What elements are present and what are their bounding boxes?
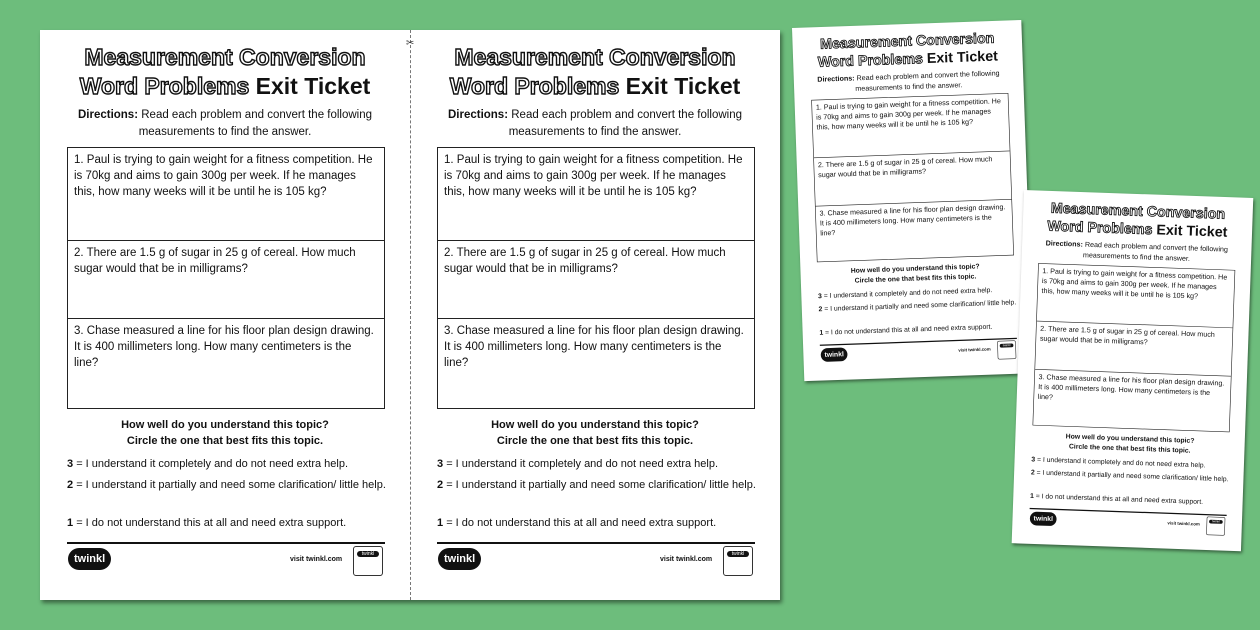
worksheet-preview-back	[792, 20, 1034, 381]
footer-divider	[1030, 508, 1227, 516]
rating-3	[437, 456, 775, 472]
question-3[interactable]: 3. Chase measured a line for his floor plan design drawing. It is 400 millimeters long. How many centimeters is the line?	[819, 203, 1006, 238]
rating-text: = I understand it partially and need some clarification/ little help.	[446, 479, 756, 491]
rating-heading-1: How well do you understand this topic?	[1065, 432, 1195, 445]
footer-divider	[67, 542, 385, 544]
worksheet-title-line1: Measurement Conversion	[1050, 199, 1226, 222]
title-solid-text: Exit Ticket	[625, 73, 741, 99]
worksheet-right	[410, 30, 780, 600]
directions	[806, 68, 1011, 96]
rating-1	[437, 515, 775, 531]
rating-heading-2: Circle the one that best fits this topic.	[496, 435, 694, 447]
visit-link[interactable]: visit twinkl.com	[1167, 521, 1200, 527]
directions-label: Directions:	[77, 109, 139, 121]
rating-heading-2: Circle the one that best fits this topic.	[854, 272, 977, 285]
rating-num: 2	[437, 479, 444, 491]
rating-heading-2: Circle the one that best fits this topic.	[1068, 442, 1191, 455]
worksheet-title-line2	[410, 73, 780, 100]
rating-text: = I understand it completely and do not need extra help.	[76, 458, 349, 470]
quality-badge-icon	[723, 546, 753, 576]
questions-box	[67, 147, 385, 409]
footer-divider	[437, 542, 755, 544]
rating-text: = I understand it partially and need some clarification/ little help.	[824, 298, 1017, 313]
directions-text: Read each problem and convert the following measurements to find the answer.	[1082, 241, 1229, 263]
visit-link[interactable]: visit twinkl.com	[660, 556, 713, 563]
questions-box	[1033, 263, 1236, 432]
title-solid-text: Exit Ticket	[1156, 221, 1228, 240]
directions-label: Directions:	[447, 109, 509, 121]
rating-num: 1	[437, 517, 444, 529]
quality-badge-icon	[997, 340, 1016, 359]
badge-text: twinkl	[357, 551, 379, 557]
rating-text: = I do not understand this at all and need extra support.	[824, 323, 993, 337]
twinkl-logo: twinkl	[821, 347, 848, 362]
title-outline-text: Word Problems	[79, 73, 250, 99]
rating-heading-2: Circle the one that best fits this topic.	[126, 435, 324, 447]
title-outline-text: Word Problems	[449, 73, 620, 99]
question-1[interactable]: 1. Paul is trying to gain weight for a fitness competition. He is 70kg and aims to gain 300g per week. If he manages this, how many weeks will it be until he is 105 kg?	[812, 94, 1010, 158]
rating-text: = I understand it partially and need some clarification/ little help.	[1036, 468, 1229, 484]
directions	[430, 107, 760, 141]
rating-text: = I understand it completely and do not need extra help.	[446, 458, 719, 470]
question-1[interactable]: 1. Paul is trying to gain weight for a fitness competition. He is 70kg and aims to gain 300g per week. If he manages this, how many weeks will it be until he is 105 kg?	[438, 148, 754, 241]
rating-heading	[410, 417, 780, 449]
question-2[interactable]: 2. There are 1.5 g of sugar in 25 g of cereal. How much sugar would that be in milligrams?	[68, 241, 384, 319]
rating-text: = I do not understand this at all and need extra support.	[1035, 492, 1204, 506]
rating-1	[67, 515, 405, 531]
question-3[interactable]: 3. Chase measured a line for his floor plan design drawing. It is 400 millimeters long. How many centimeters is the line?	[74, 325, 374, 369]
rating-heading	[40, 417, 410, 449]
question-3[interactable]: 3. Chase measured a line for his floor plan design drawing. It is 400 millimeters long. How many centimeters is the line?	[1037, 373, 1225, 402]
rating-heading-1: How well do you understand this topic?	[850, 262, 980, 275]
rating-num: 1	[67, 517, 74, 529]
rating-text: = I understand it completely and do not need extra help.	[1036, 455, 1206, 470]
rating-num: 2	[67, 479, 74, 491]
badge-text: twinkl	[1000, 343, 1014, 347]
rating-1	[1030, 491, 1240, 508]
question-2[interactable]: 2. There are 1.5 g of sugar in 25 g of cereal. How much sugar would that be in milligrams?	[1035, 321, 1232, 376]
quality-badge-icon	[1206, 516, 1225, 535]
rating-num: 3	[1031, 455, 1036, 464]
rating-num: 1	[819, 329, 824, 337]
rating-text: = I understand it completely and do not need extra help.	[823, 286, 993, 300]
rating-heading-1: How well do you understand this topic?	[491, 419, 699, 431]
title-solid-text: Exit Ticket	[926, 47, 999, 67]
quality-badge-icon	[353, 546, 383, 576]
questions-box	[811, 93, 1014, 262]
worksheet-left	[40, 30, 410, 600]
rating-text: = I understand it partially and need some clarification/ little help.	[76, 479, 386, 491]
rating-heading	[1015, 430, 1245, 458]
directions	[1034, 238, 1239, 266]
rating-num: 2	[1030, 468, 1035, 477]
questions-box	[437, 147, 755, 409]
rating-num: 3	[817, 292, 823, 301]
rating-2	[437, 477, 775, 493]
scissor-icon: ✂	[406, 38, 415, 49]
rating-2	[67, 477, 405, 493]
title-outline-text: Word Problems	[817, 50, 924, 70]
visit-link[interactable]: visit twinkl.com	[290, 556, 343, 563]
question-1[interactable]: 1. Paul is trying to gain weight for a fitness competition. He is 70kg and aims to gain 300g per week. If he manages this, how many weeks will it be until he is 105 kg?	[1037, 264, 1235, 328]
cut-line	[410, 30, 411, 600]
question-2[interactable]: 2. There are 1.5 g of sugar in 25 g of cereal. How much sugar would that be in milligrams?	[438, 241, 754, 319]
rating-num: 3	[67, 458, 74, 470]
directions-text: Read each problem and convert the following measurements to find the answer.	[855, 69, 1000, 93]
worksheet-title-line1: Measurement Conversion	[819, 29, 995, 52]
question-3[interactable]: 3. Chase measured a line for his floor plan design drawing. It is 400 millimeters long. How many centimeters is the line?	[444, 325, 744, 369]
directions	[60, 107, 390, 141]
rating-text: = I do not understand this at all and need extra support.	[76, 517, 347, 529]
directions-label: Directions:	[817, 74, 855, 84]
directions-text: Read each problem and convert the following measurements to find the answer.	[138, 109, 373, 138]
rating-heading	[800, 260, 1030, 288]
directions-label: Directions:	[1045, 239, 1084, 249]
visit-link[interactable]: visit twinkl.com	[958, 347, 991, 353]
rating-num: 1	[1029, 492, 1034, 500]
rating-text: = I do not understand this at all and need extra support.	[446, 517, 717, 529]
title-outline-text: Word Problems	[1047, 217, 1153, 238]
title-solid-text: Exit Ticket	[255, 73, 371, 99]
rating-num: 3	[437, 458, 444, 470]
rating-heading-1: How well do you understand this topic?	[121, 419, 329, 431]
twinkl-logo: twinkl	[68, 548, 111, 570]
question-2[interactable]: 2. There are 1.5 g of sugar in 25 g of cereal. How much sugar would that be in milligrams?	[814, 151, 1011, 206]
worksheet-print-sheet	[40, 30, 780, 600]
worksheet-preview-front	[1012, 190, 1254, 551]
worksheet-title-line1: Measurement Conversion	[84, 44, 366, 70]
badge-text: twinkl	[727, 551, 749, 557]
worksheet-title-line1: Measurement Conversion	[454, 44, 736, 70]
rating-num: 2	[818, 305, 823, 314]
directions-text: Read each problem and convert the following measurements to find the answer.	[508, 109, 743, 138]
footer-divider	[820, 338, 1017, 346]
rating-3	[67, 456, 405, 472]
question-1[interactable]: 1. Paul is trying to gain weight for a fitness competition. He is 70kg and aims to gain 300g per week. If he manages this, how many weeks will it be until he is 105 kg?	[68, 148, 384, 241]
badge-text: twinkl	[1209, 520, 1223, 524]
twinkl-logo: twinkl	[438, 548, 481, 570]
rating-1	[819, 321, 1029, 338]
twinkl-logo: twinkl	[1030, 512, 1057, 527]
worksheet-title-line2	[40, 73, 410, 100]
